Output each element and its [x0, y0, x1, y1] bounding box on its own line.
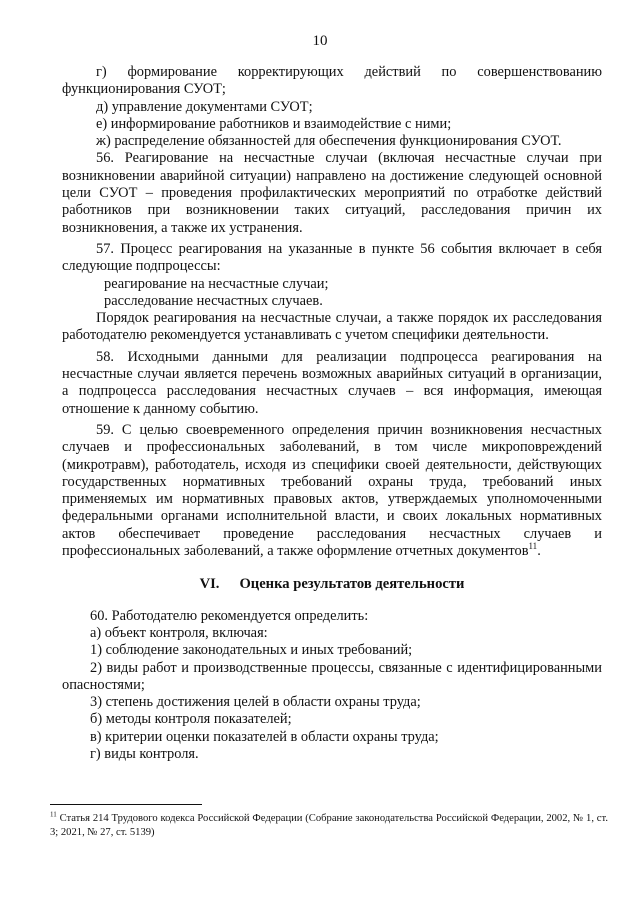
section-heading: [62, 576, 602, 593]
item-b: б) методы контроля показателей;: [90, 711, 292, 728]
subprocess-reaction: реагирование на несчастные случаи;: [104, 275, 329, 292]
paragraph-item-e: е) информирование работников и взаимодействие с ними;: [96, 115, 452, 132]
page-number: 10: [312, 33, 328, 49]
paragraph-57: 57. Процесс реагирования на указанные в пункте 56 события включает в себя следующие подпроцессы:: [62, 240, 602, 275]
footnote-text: Статья 214 Трудового кодекса Российской Федерации (Собрание законодательства Российской Федерации, 2002, № 1, ст. 3; 2021, № 27, ст. 5139): [50, 813, 608, 838]
footnote-separator: [50, 804, 202, 805]
item-g-control: г) виды контроля.: [90, 745, 199, 762]
paragraph-56: 56. Реагирование на несчастные случаи (включая несчастные случаи при возникновении аварийной ситуации) направлено на достижение следующей основной цели СУОТ – проведения профилактических мероприятий по отработке действий работников при возникновении таких ситуаций, расследования причин их возникновения, а также их устранения.: [62, 150, 602, 236]
paragraph-item-g: г) формирование корректирующих действий по совершенствованию функционирования СУОТ;: [62, 64, 602, 98]
document-body: [62, 64, 602, 763]
section-title: Оценка результатов деятельности: [239, 576, 465, 593]
paragraph-procedure: Порядок реагирования на несчастные случаи, а также порядок их расследования работодателю рекомендуется устанавливать с учетом специфики деятельности.: [62, 310, 602, 344]
subprocess-investigation: расследование несчастных случаев.: [104, 292, 323, 309]
paragraph-60: 60. Работодателю рекомендуется определить:: [90, 607, 369, 624]
footnote-marker: 11: [50, 810, 57, 819]
footnote-reference[interactable]: 11: [528, 541, 538, 552]
item-2: 2) виды работ и производственные процессы, связанные с идентифицированными опасностями;: [62, 659, 602, 693]
section-number: VI.: [199, 576, 220, 593]
item-1: 1) соблюдение законодательных и иных требований;: [90, 642, 413, 659]
paragraph-59-text: 59. С целью своевременного определения причин возникновения несчастных случаев и профессиональных заболеваний, в том числе микроповреждений (микротравм), работодатель, исходя из специфики своей деятельности, действующих государственных нормативных требований охраны труда, требований иных применяемых им нормативных правовых актов, утверждаемых уполномоченными федеральными органами исполнительной власти, и своих локальных нормативных актов обеспечивает проведение расследования несчастных случаев и профессиональных заболеваний, а также оформление отчетных документов: [62, 421, 602, 560]
paragraph-59: 59. С целью своевременного определения причин возникновения несчастных случаев и профессиональных заболеваний, в том числе микроповреждений (микротравм), работодатель, исходя из специфики своей деятельности, действующих государственных нормативных требований охраны труда, требований иных применяемых им нормативных правовых актов, утверждаемых уполномоченными федеральными органами исполнительной власти, и своих локальных нормативных актов обеспечивает проведение расследования несчастных случаев и профессиональных заболеваний, а также оформление отчетных документов$^{11}$.: [62, 421, 602, 560]
paragraph-item-d: д) управление документами СУОТ;: [96, 98, 313, 115]
paragraph-58: 58. Исходными данными для реализации подпроцесса реагирования на несчастные случаи является перечень возможных аварийных ситуаций в организации, а подпроцесса расследования несчастных случаев – вся информация, имеющая отношение к данному событию.: [62, 348, 602, 417]
item-v: в) критерии оценки показателей в области охраны труда;: [90, 728, 439, 745]
paragraph-item-zh: ж) распределение обязанностей для обеспечения функционирования СУОТ.: [96, 133, 562, 150]
item-3: 3) степень достижения целей в области охраны труда;: [90, 694, 421, 711]
footnote: [50, 812, 608, 840]
item-a: а) объект контроля, включая:: [90, 624, 268, 641]
